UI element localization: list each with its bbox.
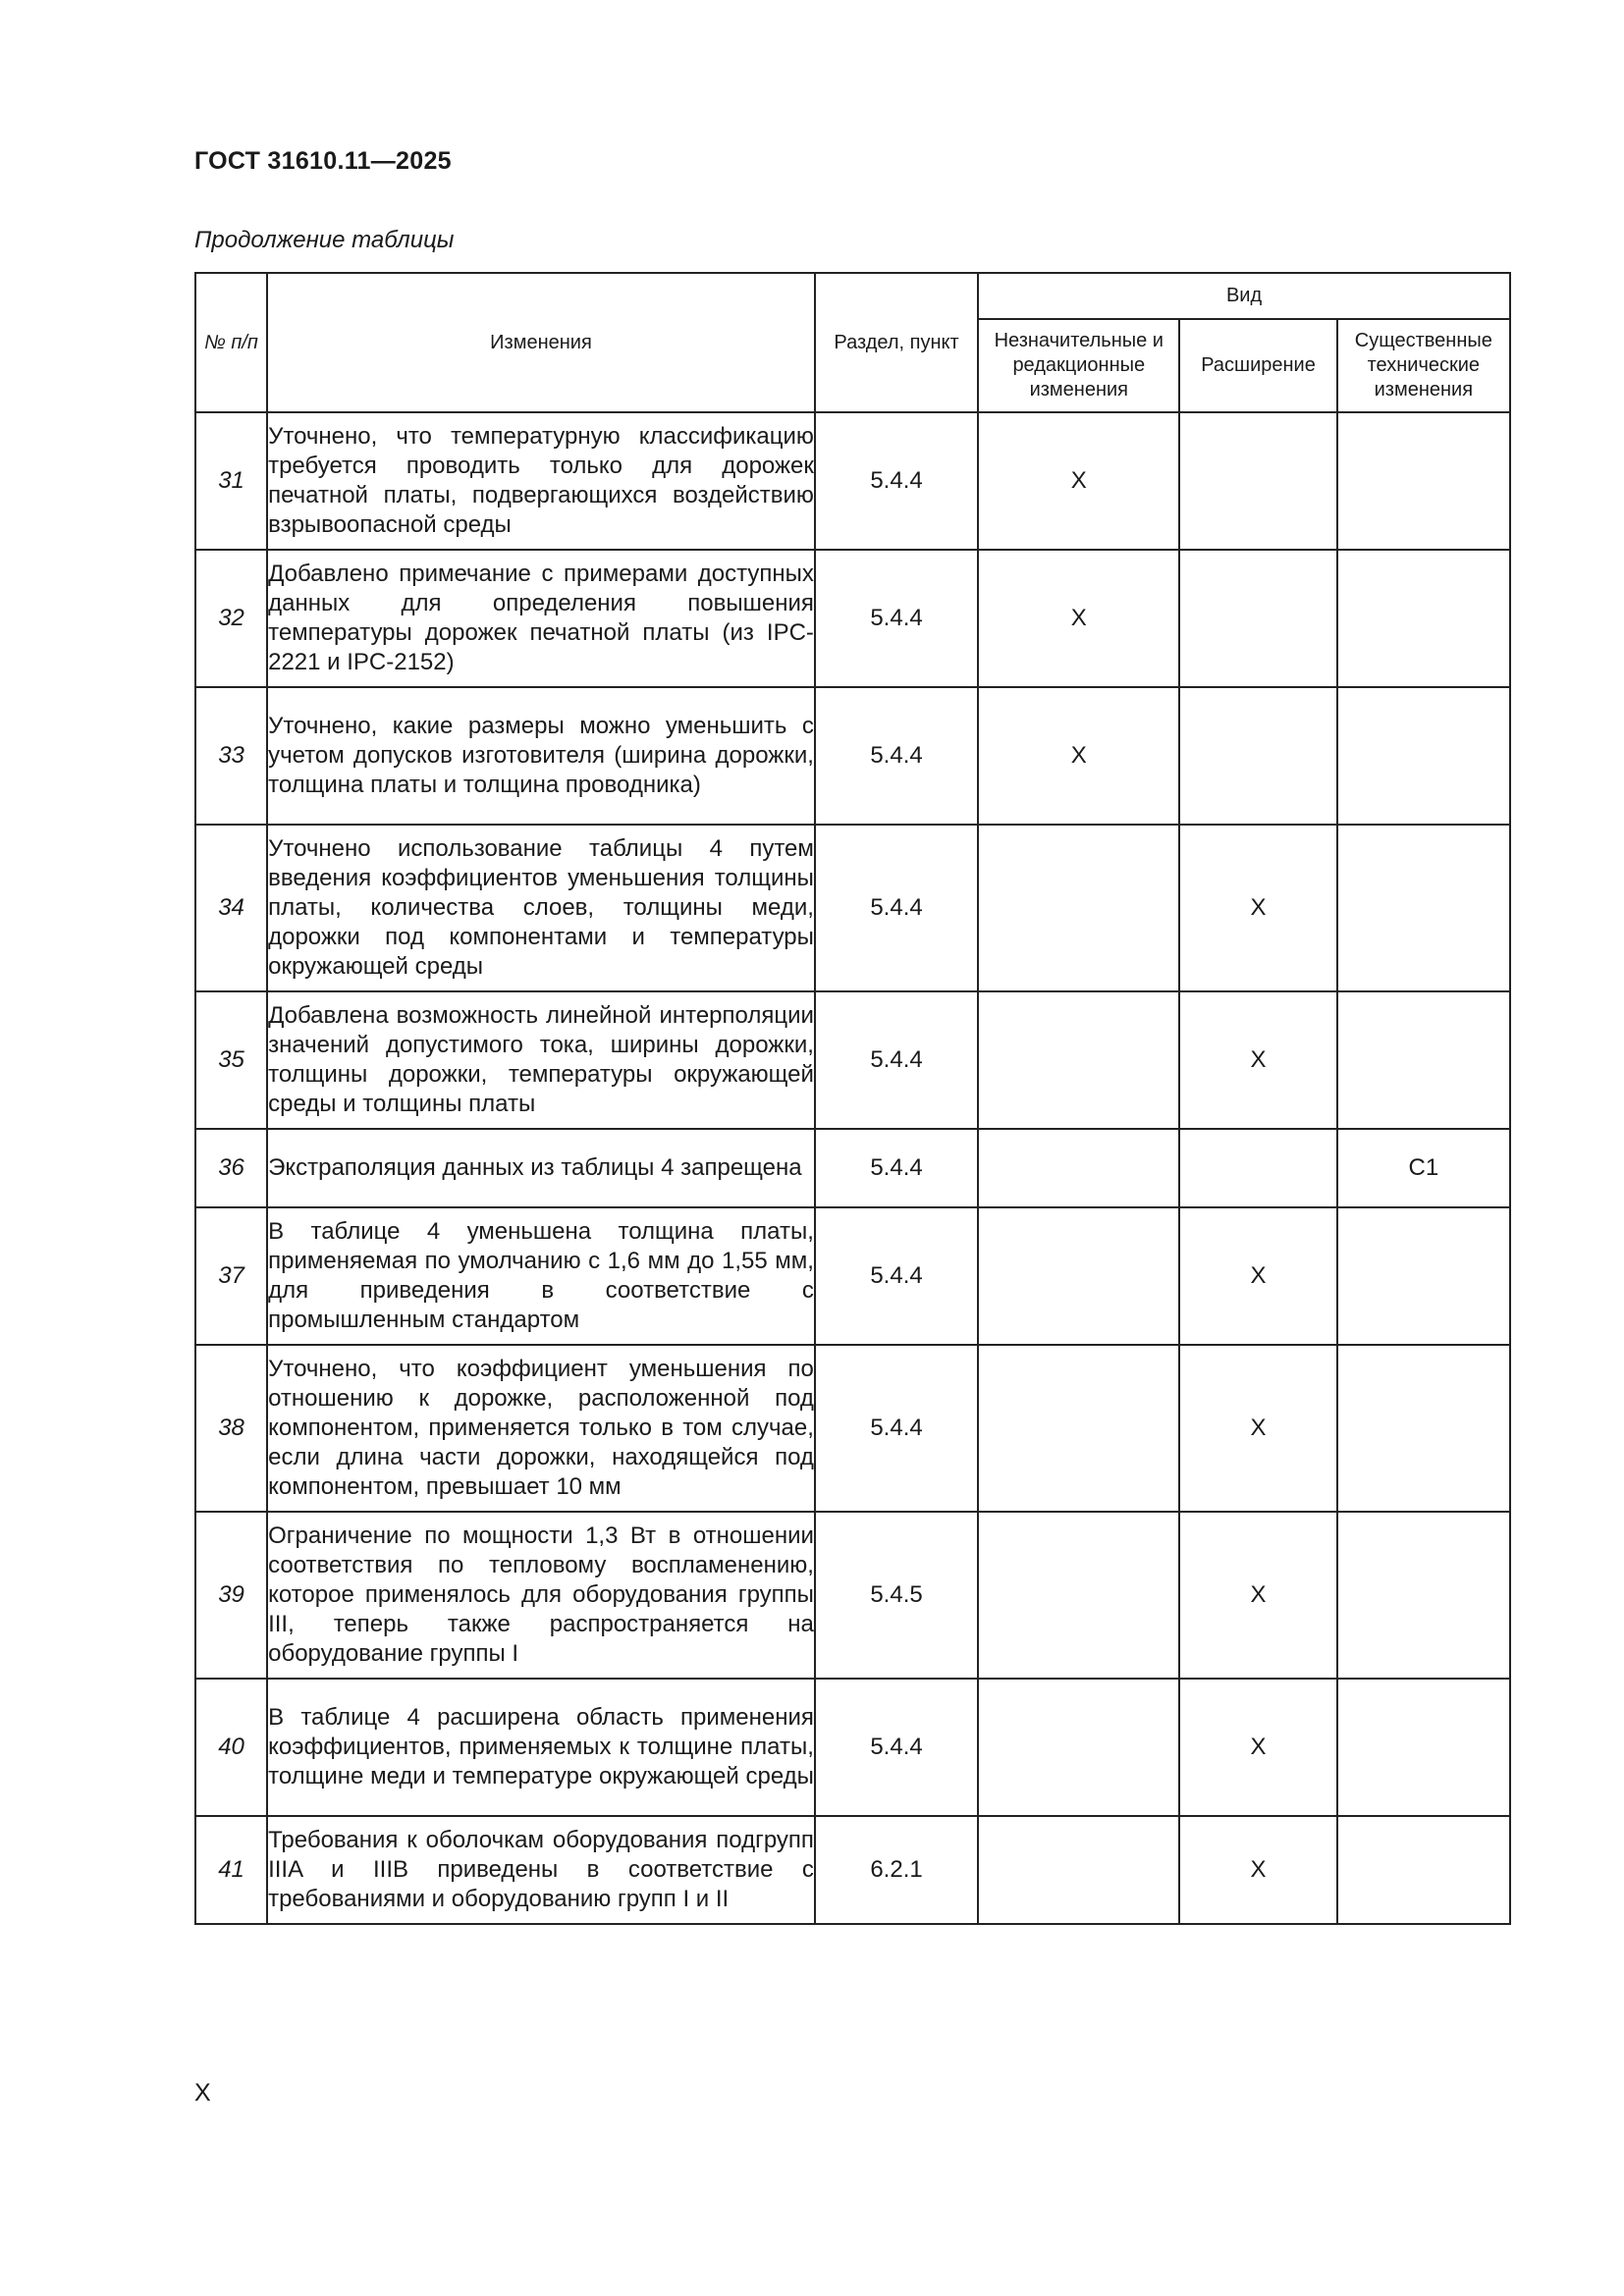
row-section: 6.2.1	[815, 1816, 978, 1924]
row-section: 5.4.4	[815, 412, 978, 550]
row-extension-mark: X	[1179, 1679, 1336, 1816]
row-section: 5.4.4	[815, 1345, 978, 1512]
row-section: 5.4.4	[815, 687, 978, 825]
row-minor-mark	[978, 825, 1179, 991]
row-minor-mark	[978, 1129, 1179, 1207]
row-minor-mark	[978, 1207, 1179, 1345]
row-change-description: Уточнено, какие размеры можно уменьшить с учетом допусков изготовителя (ширина дорожки, толщина платы и толщина проводника)	[267, 687, 815, 825]
row-extension-mark: X	[1179, 991, 1336, 1129]
row-change-description: Требования к оболочкам оборудования подгрупп IIIA и IIIB приведены в соответствие с требованиями и оборудованию групп I и II	[267, 1816, 815, 1924]
changes-table	[194, 272, 1511, 1925]
row-major-mark	[1337, 991, 1510, 1129]
table-row	[195, 412, 1510, 550]
table-row	[195, 1679, 1510, 1816]
table-row	[195, 1129, 1510, 1207]
row-minor-mark	[978, 1345, 1179, 1512]
row-number: 40	[195, 1679, 267, 1816]
row-section: 5.4.4	[815, 991, 978, 1129]
row-extension-mark	[1179, 1129, 1336, 1207]
row-minor-mark	[978, 1816, 1179, 1924]
changes-table-body	[195, 412, 1510, 1924]
row-section: 5.4.4	[815, 550, 978, 687]
row-major-mark	[1337, 687, 1510, 825]
row-change-description: Уточнено использование таблицы 4 путем введения коэффициентов уменьшения толщины платы, количества слоев, толщины меди, дорожки под компонентами и температуры окружающей среды	[267, 825, 815, 991]
row-number: 35	[195, 991, 267, 1129]
row-number: 31	[195, 412, 267, 550]
table-row	[195, 1512, 1510, 1679]
row-number: 33	[195, 687, 267, 825]
header-kind: Вид	[978, 273, 1510, 319]
header-extension: Расширение	[1179, 319, 1336, 412]
row-major-mark	[1337, 412, 1510, 550]
row-minor-mark	[978, 1512, 1179, 1679]
table-row	[195, 825, 1510, 991]
row-minor-mark: X	[978, 412, 1179, 550]
row-extension-mark	[1179, 687, 1336, 825]
row-change-description: Ограничение по мощности 1,3 Вт в отношении соответствия по тепловому воспламенению, которое применялось для оборудования группы III, теперь также распространяется на оборудование группы I	[267, 1512, 815, 1679]
row-major-mark	[1337, 1512, 1510, 1679]
row-section: 5.4.5	[815, 1512, 978, 1679]
row-change-description: Добавлена возможность линейной интерполяции значений допустимого тока, ширины дорожки, толщины дорожки, температуры окружающей среды и толщины платы	[267, 991, 815, 1129]
table-row	[195, 991, 1510, 1129]
row-minor-mark: X	[978, 550, 1179, 687]
row-minor-mark: X	[978, 687, 1179, 825]
row-major-mark	[1337, 825, 1510, 991]
document-title: ГОСТ 31610.11—2025	[194, 147, 452, 175]
table-row	[195, 1207, 1510, 1345]
row-number: 38	[195, 1345, 267, 1512]
row-minor-mark	[978, 991, 1179, 1129]
header-num: № п/п	[195, 273, 267, 412]
row-extension-mark: X	[1179, 1512, 1336, 1679]
row-major-mark	[1337, 1345, 1510, 1512]
table-row	[195, 550, 1510, 687]
row-change-description: В таблице 4 уменьшена толщина платы, применяемая по умолчанию с 1,6 мм до 1,55 мм, для приведения в соответствие с промышленным стандартом	[267, 1207, 815, 1345]
row-extension-mark: X	[1179, 1207, 1336, 1345]
row-number: 32	[195, 550, 267, 687]
row-number: 36	[195, 1129, 267, 1207]
row-change-description: Экстраполяция данных из таблицы 4 запрещена	[267, 1129, 815, 1207]
row-change-description: Добавлено примечание с примерами доступных данных для определения повышения температуры дорожек печатной платы (из IPC-2221 и IPC-2152)	[267, 550, 815, 687]
row-major-mark	[1337, 1679, 1510, 1816]
row-number: 39	[195, 1512, 267, 1679]
row-number: 41	[195, 1816, 267, 1924]
header-change: Изменения	[267, 273, 815, 412]
row-major-mark	[1337, 550, 1510, 687]
row-number: 34	[195, 825, 267, 991]
row-section: 5.4.4	[815, 1207, 978, 1345]
row-change-description: В таблице 4 расширена область применения коэффициентов, применяемых к толщине платы, толщине меди и температуре окружающей среды	[267, 1679, 815, 1816]
row-change-description: Уточнено, что температурную классификацию требуется проводить только для дорожек печатной платы, подвергающихся воздействию взрывоопасной среды	[267, 412, 815, 550]
row-number: 37	[195, 1207, 267, 1345]
table-row	[195, 1816, 1510, 1924]
row-extension-mark	[1179, 412, 1336, 550]
row-extension-mark	[1179, 550, 1336, 687]
header-section: Раздел, пункт	[815, 273, 978, 412]
table-continuation-label: Продолжение таблицы	[194, 227, 455, 253]
row-section: 5.4.4	[815, 1679, 978, 1816]
row-section: 5.4.4	[815, 825, 978, 991]
table-row	[195, 687, 1510, 825]
row-change-description: Уточнено, что коэффициент уменьшения по отношению к дорожке, расположенной под компонентом, применяется только в том случае, если длина части дорожки, находящейся под компонентом, превышает 10 мм	[267, 1345, 815, 1512]
row-minor-mark	[978, 1679, 1179, 1816]
row-major-mark: C1	[1337, 1129, 1510, 1207]
row-section: 5.4.4	[815, 1129, 978, 1207]
row-major-mark	[1337, 1816, 1510, 1924]
table-row	[195, 1345, 1510, 1512]
row-major-mark	[1337, 1207, 1510, 1345]
row-extension-mark: X	[1179, 1816, 1336, 1924]
row-extension-mark: X	[1179, 1345, 1336, 1512]
header-minor: Незначительные и редакционные изменения	[978, 319, 1179, 412]
header-major: Существенные технические изменения	[1337, 319, 1510, 412]
row-extension-mark: X	[1179, 825, 1336, 991]
page-number: X	[194, 2079, 211, 2107]
